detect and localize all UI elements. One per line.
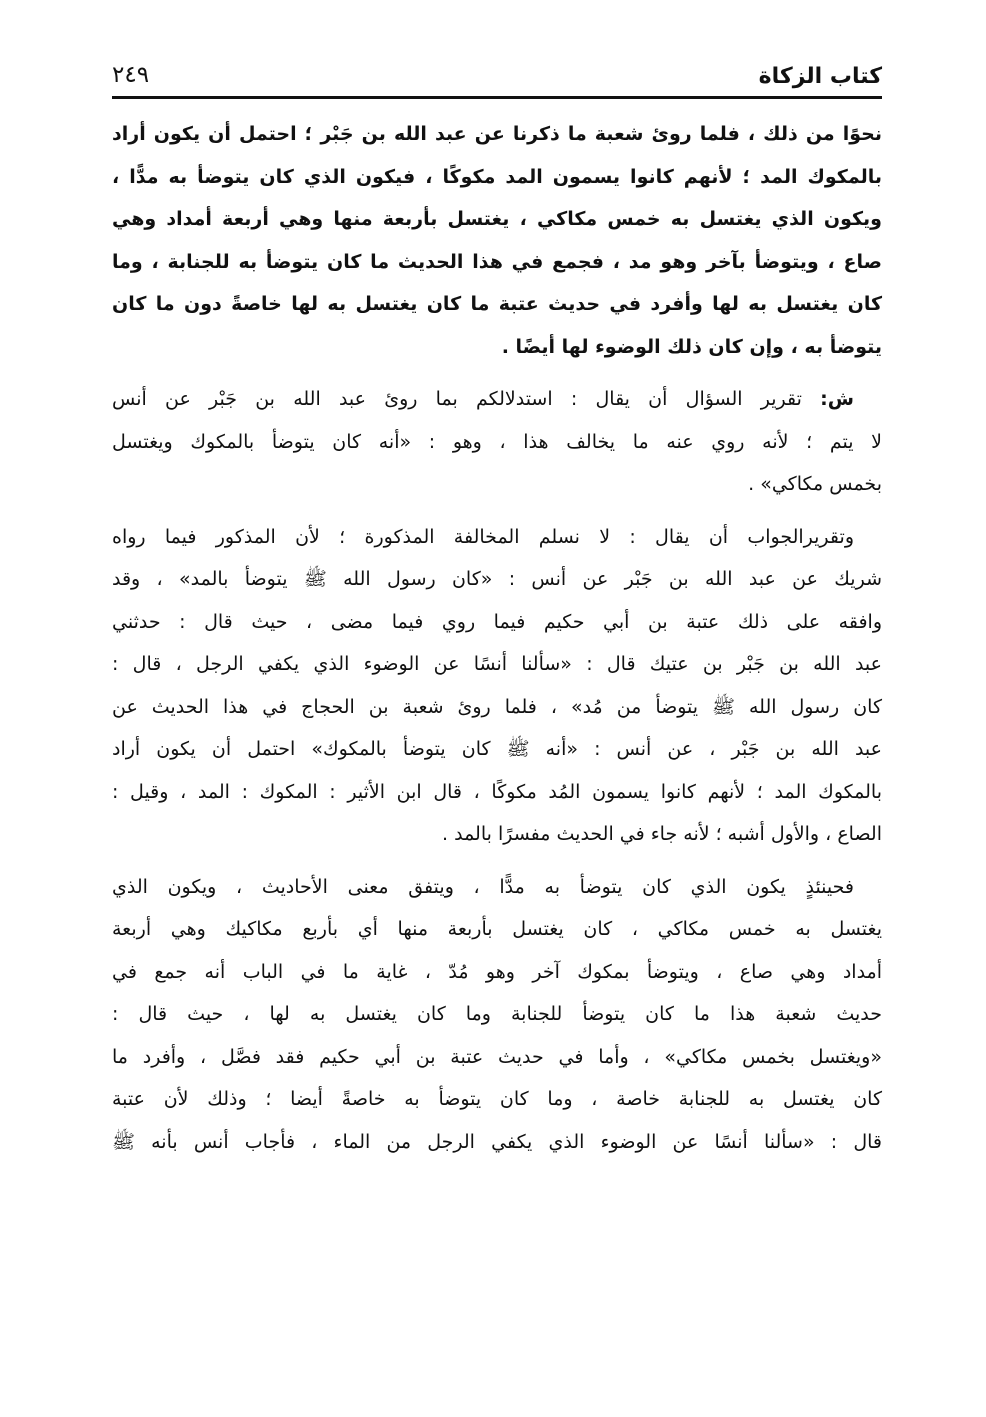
matn-line: بالمكوك المد ؛ لأنهم كانوا يسمون المد مكوكًا ، فيكون الذي كان يتوضأ به مدًّا ،	[112, 165, 882, 188]
sharh-paragraph-conclusion	[112, 866, 882, 1164]
sharh-line	[112, 378, 882, 421]
sharh-line: عبد الله بن جَبْر بن عتيك قال : «سألنا أنسًا عن الوضوء الذي يكفي الرجل ، قال :	[112, 653, 882, 675]
sharh-line: حديث شعبة هذا ما كان يتوضأ للجنابة وما كان يغتسل به لها ، حيث قال :	[112, 1003, 882, 1025]
sharh-line: يغتسل به خمس مكاكي ، كان يغتسل بأربعة منها أي بأربع مكاكيك وهي أربعة	[112, 918, 882, 940]
matn-line: كان يغتسل به لها وأفرد في حديث عتبة ما كان يغتسل به لها خاصةً دون ما كان	[112, 293, 882, 315]
sharh-line: أمداد وهي صاع ، ويتوضأ بمكوك آخر وهو مُدّ ، غاية ما في الباب أنه جمع في	[112, 960, 882, 983]
sharh-line: شريك عن عبد الله بن جَبْر عن أنس : «كان رسول الله ﷺ يتوضأ بالمد» ، وقد	[112, 568, 882, 590]
matn-line: نحوًا من ذلك ، فلما روئ شعبة ما ذكرنا عن عبد الله بن جَبْر ؛ احتمل أن يكون أراد	[112, 123, 882, 145]
matn-line: يتوضأ به ، وإن كان ذلك الوضوء لها أيضًا .	[501, 335, 882, 358]
sharh-line: كان يغتسل به للجنابة خاصة ، وما كان يتوضأ به خاصةً أيضا ؛ وذلك لأن عتبة	[112, 1088, 882, 1110]
matn-paragraph	[112, 113, 882, 368]
book-title: كتاب الزكاة	[758, 64, 882, 89]
paragraph-gap	[112, 856, 882, 866]
paragraph-gap	[112, 506, 882, 516]
matn-line: ويكون الذي يغتسل به خمس مكاكي ، يغتسل بأربعة منها وهي أربعة أمداد وهي	[112, 208, 882, 230]
page-number: ٢٤٩	[112, 62, 150, 88]
sharh-line: عبد الله بن جَبْر ، عن أنس : «أنه ﷺ كان يتوضأ بالمكوك» احتمل أن يكون أراد	[112, 738, 882, 760]
matn-line: صاع ، ويتوضأ بآخر وهو مد ، فجمع في هذا الحديث ما كان يتوضأ به للجنابة ، وما	[112, 250, 882, 273]
sharh-line: الصاع ، والأول أشبه ؛ لأنه جاء في الحديث مفسرًا بالمد .	[442, 823, 882, 845]
sharh-line: لا يتم ؛ لأنه روي عنه ما يخالف هذا ، وهو : «أنه كان يتوضأ بالمكوك ويغتسل	[112, 430, 882, 453]
sharh-line: بالمكوك المد ؛ لأنهم كانوا يسمون المُد مكوكًا ، قال ابن الأثير : المكوك : المد ، وقيل :	[112, 780, 882, 803]
sharh-line: بخمس مكاكي» .	[748, 473, 882, 495]
sharh-line: كان رسول الله ﷺ يتوضأ من مُد» ، فلما روئ شعبة بن الحجاج في هذا الحديث عن	[112, 695, 882, 718]
sharh-paragraph-question	[112, 378, 882, 506]
sharh-paragraph-answer	[112, 516, 882, 856]
page-header	[112, 58, 882, 96]
sharh-line: وتقريرالجواب أن يقال : لا نسلم المخالفة المذكورة ؛ لأن المذكور فيما رواه	[112, 525, 854, 548]
paragraph-gap	[112, 368, 882, 378]
sharh-line: وافقه على ذلك عتبة بن أبي حكيم فيما روي فيما مضى ، حيث قال : حدثني	[112, 610, 882, 633]
sharh-line: «ويغتسل بخمس مكاكي» ، وأما في حديث عتبة بن أبي حكيم فقد فصَّل ، وأفرد ما	[112, 1045, 882, 1068]
sharh-label: ش:	[820, 388, 854, 410]
document-page	[112, 58, 882, 1163]
sharh-line: فحينئذٍ يكون الذي كان يتوضأ به مدًّا ، ويتفق معنى الأحاديث ، ويكون الذي	[112, 875, 854, 898]
sharh-line: قال : «سألنا أنسًا عن الوضوء الذي يكفي الرجل من الماء ، فأجاب أنس بأنه ﷺ	[112, 1130, 882, 1153]
header-rule	[112, 96, 882, 99]
sharh-line-text: تقرير السؤال أن يقال : استدلالكم بما روئ عبد الله بن جَبْر عن أنس	[112, 388, 802, 410]
